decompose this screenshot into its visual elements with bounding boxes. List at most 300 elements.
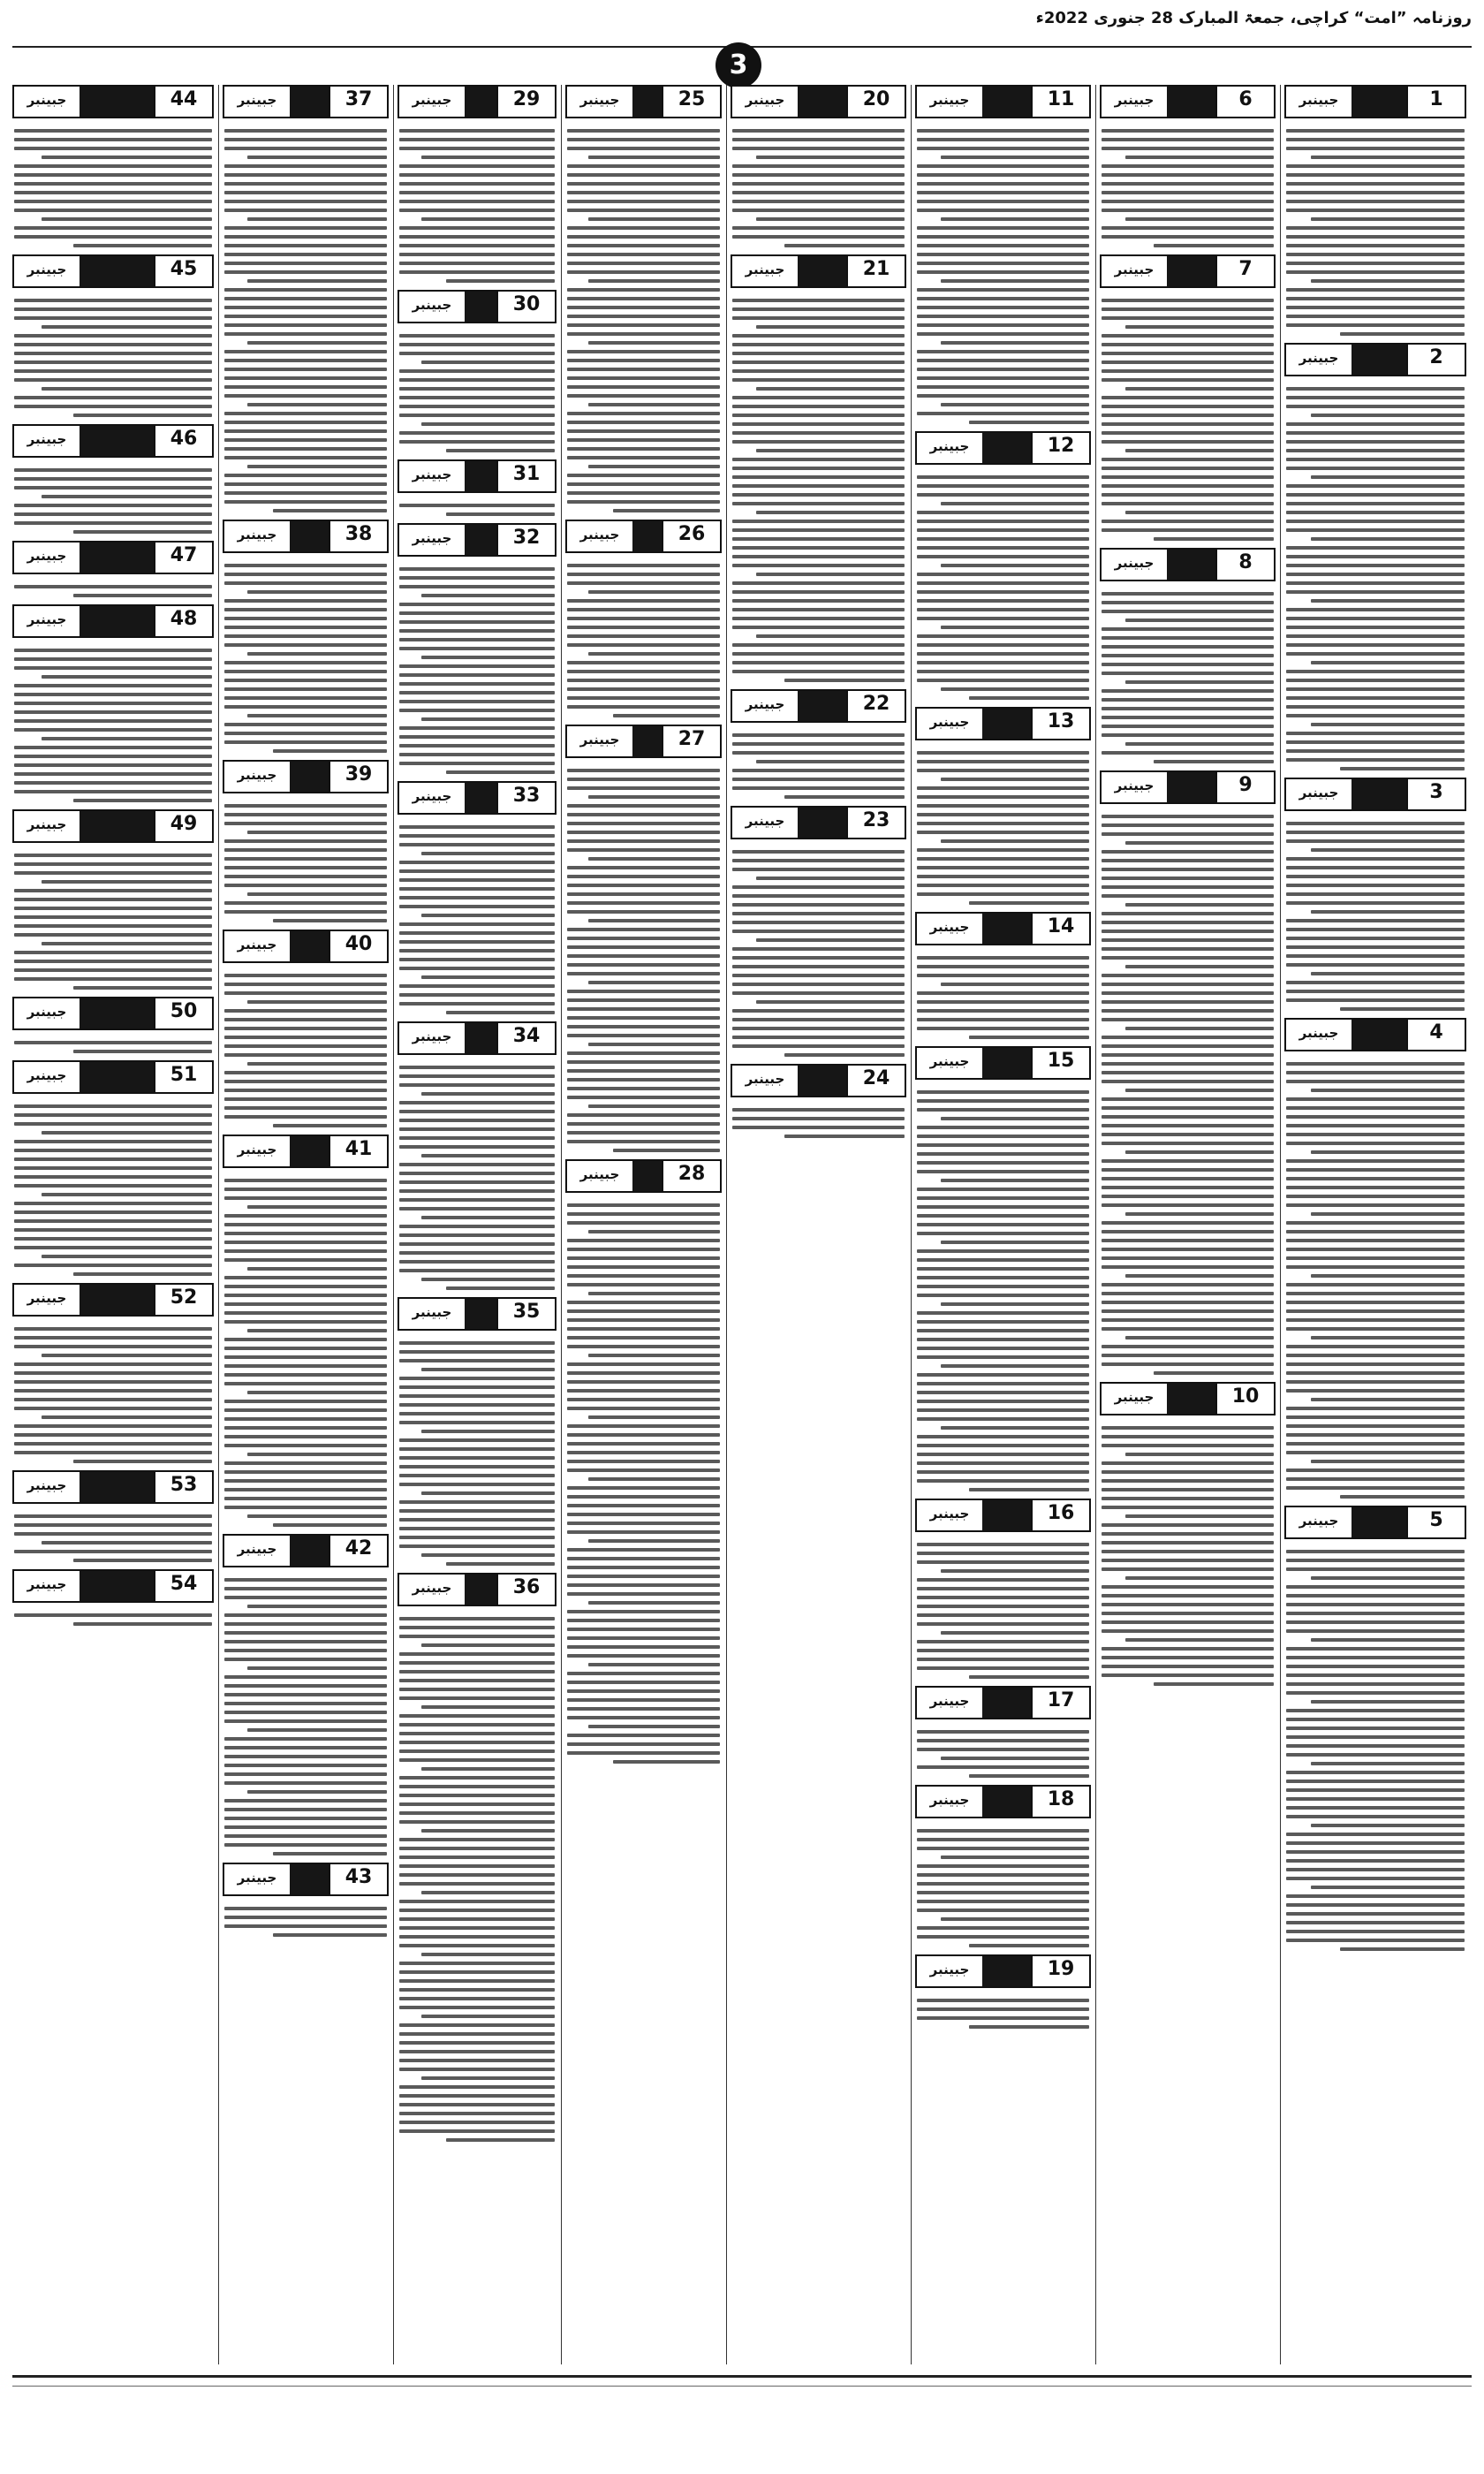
text-line — [14, 1041, 212, 1044]
ad-header-bar — [80, 1285, 154, 1315]
text-line — [917, 1829, 1089, 1833]
text-line — [567, 990, 720, 993]
text-line — [399, 1527, 555, 1530]
text-line — [14, 405, 212, 408]
ad-number: 23 — [846, 808, 905, 838]
text-line — [1102, 947, 1274, 951]
text-line — [224, 1924, 387, 1928]
text-line — [1102, 1186, 1274, 1189]
text-line — [1286, 200, 1465, 203]
text-line — [917, 235, 1089, 239]
text-line — [399, 431, 555, 435]
text-line — [917, 1126, 1089, 1129]
text-line — [224, 1470, 387, 1474]
text-line — [1102, 1318, 1274, 1322]
text-line — [917, 1864, 1089, 1868]
text-line — [567, 1689, 720, 1693]
text-line — [1311, 1460, 1465, 1463]
text-line — [224, 1808, 387, 1811]
text-line — [273, 1124, 387, 1127]
text-line — [1286, 564, 1465, 567]
text-line — [917, 546, 1089, 550]
text-line — [1311, 723, 1465, 726]
ad-header — [565, 85, 722, 118]
text-line — [969, 1944, 1090, 1947]
text-line — [14, 977, 212, 981]
text-line — [941, 1569, 1089, 1573]
classified-ad — [12, 1470, 214, 1562]
text-line — [421, 1154, 555, 1157]
ad-number: 45 — [154, 256, 212, 286]
classified-ad — [398, 85, 556, 283]
text-line — [917, 253, 1089, 256]
text-line — [399, 762, 555, 765]
ad-number: 39 — [329, 762, 387, 792]
ad-body-text — [398, 323, 556, 452]
text-line — [14, 147, 212, 150]
ad-header — [398, 290, 556, 323]
text-line — [567, 323, 720, 327]
text-line — [917, 617, 1089, 620]
text-line — [1102, 1062, 1274, 1066]
text-line — [14, 1371, 212, 1375]
text-line — [1102, 1497, 1274, 1500]
ad-label: جبینبر — [1102, 772, 1167, 802]
ad-header-bar — [80, 256, 154, 286]
text-line — [732, 590, 905, 594]
text-line — [1102, 733, 1274, 737]
text-line — [732, 903, 905, 907]
text-line — [1102, 1612, 1274, 1615]
text-line — [399, 922, 555, 926]
ad-label: جبینبر — [399, 87, 465, 117]
text-line — [1102, 689, 1274, 693]
text-line — [1102, 1506, 1274, 1509]
text-line — [224, 262, 387, 265]
text-line — [399, 620, 555, 624]
text-line — [567, 1078, 720, 1081]
text-line — [1102, 422, 1274, 426]
text-line — [224, 696, 387, 700]
classified-ad — [1100, 548, 1276, 763]
text-line — [732, 502, 905, 505]
text-line — [224, 1196, 387, 1200]
text-line — [1102, 1541, 1274, 1544]
text-line — [14, 1380, 212, 1384]
text-line — [1286, 502, 1465, 505]
text-line — [732, 173, 905, 177]
text-line — [224, 1347, 387, 1350]
text-line — [1311, 1398, 1465, 1401]
ad-label: جبینبر — [14, 87, 80, 117]
text-line — [421, 360, 555, 364]
text-line — [756, 511, 905, 514]
text-line — [224, 910, 387, 914]
text-line — [917, 643, 1089, 647]
text-line — [1286, 1133, 1465, 1136]
text-line — [1286, 1691, 1465, 1695]
text-line — [567, 928, 720, 931]
text-line — [917, 323, 1089, 327]
text-line — [917, 1400, 1089, 1403]
text-line — [1102, 226, 1274, 230]
text-line — [917, 857, 1089, 861]
ad-header — [565, 1159, 722, 1193]
text-line — [917, 769, 1089, 772]
text-line — [1286, 937, 1465, 940]
ad-number: 44 — [154, 87, 212, 117]
text-line — [917, 262, 1089, 265]
ad-number: 26 — [662, 521, 720, 551]
text-line — [917, 1873, 1089, 1877]
text-line — [446, 512, 555, 516]
ad-number: 43 — [329, 1864, 387, 1894]
text-line — [224, 1843, 387, 1847]
text-line — [969, 696, 1090, 700]
ad-number: 6 — [1215, 87, 1274, 117]
text-line — [1286, 1594, 1465, 1597]
text-line — [399, 244, 555, 247]
text-line — [1286, 714, 1465, 717]
text-line — [1102, 1594, 1274, 1597]
text-line — [1102, 378, 1274, 382]
text-line — [224, 270, 387, 274]
text-line — [224, 147, 387, 150]
text-line — [917, 1294, 1089, 1297]
text-line — [1102, 716, 1274, 719]
text-line — [224, 1009, 387, 1013]
ad-number: 49 — [154, 811, 212, 841]
text-line — [14, 790, 212, 793]
text-line — [1286, 696, 1465, 700]
text-line — [1286, 1124, 1465, 1127]
text-line — [421, 1216, 555, 1219]
text-line — [399, 726, 555, 730]
text-line — [224, 1302, 387, 1306]
ad-label: جبینبر — [1102, 550, 1167, 580]
ad-body-text — [1284, 1051, 1466, 1499]
text-line — [446, 2138, 555, 2142]
text-line — [1102, 1000, 1274, 1004]
text-line — [1125, 1514, 1274, 1518]
text-line — [399, 1873, 555, 1877]
ad-number: 12 — [1031, 433, 1089, 463]
text-line — [224, 385, 387, 389]
text-line — [42, 1193, 212, 1196]
text-line — [917, 270, 1089, 274]
text-line — [421, 1705, 555, 1709]
text-line — [917, 147, 1089, 150]
text-line — [941, 626, 1089, 629]
text-line — [1125, 1336, 1274, 1339]
text-line — [224, 1179, 387, 1182]
text-line — [567, 1681, 720, 1684]
text-line — [399, 691, 555, 694]
text-line — [399, 1856, 555, 1859]
text-line — [1286, 191, 1465, 194]
text-line — [756, 877, 905, 880]
column-6 — [398, 85, 556, 2364]
text-line — [446, 1286, 555, 1290]
text-line — [917, 376, 1089, 380]
text-line — [917, 670, 1089, 673]
text-line — [588, 1354, 720, 1357]
text-line — [14, 951, 212, 954]
text-line — [1286, 1380, 1465, 1384]
ad-number: 9 — [1215, 772, 1274, 802]
text-line — [732, 191, 905, 194]
text-line — [42, 1255, 212, 1258]
text-line — [1102, 1133, 1274, 1136]
text-line — [399, 2023, 555, 2027]
ad-header — [1100, 548, 1276, 581]
newspaper-header: روزنامہ ”امت“ کراچی، جمعۃ المبارک 28 جنوری 2022ء — [1035, 9, 1472, 27]
text-line — [1286, 1354, 1465, 1357]
text-line — [1102, 352, 1274, 355]
text-line — [941, 687, 1089, 691]
text-line — [224, 1684, 387, 1688]
text-line — [1125, 1150, 1274, 1154]
ad-header-bar — [798, 87, 846, 117]
text-line — [732, 991, 905, 995]
text-line — [732, 555, 905, 558]
text-line — [917, 751, 1089, 755]
text-line — [756, 325, 905, 329]
ad-body-text — [1284, 1539, 1466, 1951]
text-line — [1340, 332, 1465, 336]
text-line — [1102, 877, 1274, 880]
text-line — [567, 1389, 720, 1393]
text-line — [1286, 1221, 1465, 1225]
text-line — [732, 334, 905, 338]
text-line — [732, 422, 905, 426]
text-line — [399, 1802, 555, 1806]
text-line — [1102, 164, 1274, 168]
classified-ad — [731, 689, 906, 799]
text-line — [917, 129, 1089, 133]
text-line — [567, 1007, 720, 1011]
text-line — [399, 682, 555, 686]
text-line — [399, 887, 555, 891]
text-line — [567, 696, 720, 700]
text-line — [917, 965, 1089, 968]
classified-ad — [731, 1064, 906, 1138]
text-line — [14, 763, 212, 767]
text-line — [1286, 1780, 1465, 1783]
text-line — [1125, 387, 1274, 391]
text-line — [73, 530, 212, 534]
text-line — [399, 825, 555, 829]
text-line — [1286, 1833, 1465, 1836]
text-line — [247, 403, 387, 406]
text-line — [732, 414, 905, 417]
text-line — [1102, 698, 1274, 702]
text-line — [224, 1071, 387, 1074]
ad-body-text — [731, 118, 906, 247]
text-line — [73, 244, 212, 247]
ad-number: 21 — [846, 256, 905, 286]
text-line — [917, 1453, 1089, 1456]
text-line — [732, 626, 905, 629]
text-line — [1311, 537, 1465, 541]
ad-header — [1100, 254, 1276, 288]
ad-number: 27 — [662, 726, 720, 756]
text-line — [917, 866, 1089, 869]
ad-number: 54 — [154, 1571, 212, 1601]
text-line — [224, 315, 387, 318]
text-line — [917, 1258, 1089, 1262]
text-line — [224, 359, 387, 362]
text-line — [1102, 1115, 1274, 1119]
text-line — [224, 1587, 387, 1590]
text-line — [567, 1362, 720, 1366]
text-line — [399, 1110, 555, 1113]
text-line — [917, 1311, 1089, 1315]
ad-header — [1284, 343, 1466, 376]
text-line — [1286, 493, 1465, 497]
text-line — [14, 352, 212, 355]
text-line — [1102, 1283, 1274, 1286]
text-line — [1102, 636, 1274, 640]
text-line — [1286, 1656, 1465, 1659]
text-line — [1102, 528, 1274, 532]
ad-body-text — [12, 1030, 214, 1053]
text-line — [42, 675, 212, 679]
ad-number: 3 — [1406, 779, 1465, 809]
text-line — [567, 368, 720, 371]
text-line — [917, 537, 1089, 541]
text-line — [1286, 235, 1465, 239]
text-line — [588, 590, 720, 594]
text-line — [567, 813, 720, 816]
text-line — [224, 421, 387, 424]
text-line — [917, 1000, 1089, 1004]
text-line — [421, 656, 555, 659]
text-line — [567, 679, 720, 682]
text-line — [567, 1087, 720, 1090]
text-line — [567, 1069, 720, 1073]
text-line — [1154, 1682, 1275, 1686]
text-line — [14, 933, 212, 937]
text-line — [399, 1145, 555, 1149]
text-line — [14, 486, 212, 489]
text-line — [247, 652, 387, 656]
text-line — [917, 1748, 1089, 1751]
classified-ad — [915, 85, 1091, 424]
text-line — [917, 1391, 1089, 1394]
text-line — [399, 1119, 555, 1122]
ad-number: 48 — [154, 606, 212, 636]
text-line — [1125, 1274, 1274, 1278]
ad-body-text — [398, 815, 556, 1014]
text-line — [917, 786, 1089, 790]
text-line — [224, 164, 387, 168]
text-line — [567, 350, 720, 353]
ad-number: 17 — [1031, 1688, 1089, 1718]
text-line — [399, 387, 555, 391]
text-line — [567, 1016, 720, 1020]
text-line — [224, 1311, 387, 1315]
text-line — [941, 1426, 1089, 1430]
text-line — [917, 1090, 1089, 1094]
classified-ad — [565, 1159, 722, 1764]
ad-label: جبینبر — [14, 1062, 80, 1092]
text-line — [1286, 590, 1465, 594]
text-line — [917, 1223, 1089, 1226]
text-line — [1286, 520, 1465, 523]
text-line — [247, 217, 387, 221]
text-line — [224, 323, 387, 327]
text-line — [567, 394, 720, 398]
text-line — [917, 813, 1089, 816]
text-line — [567, 643, 720, 647]
text-line — [1286, 1585, 1465, 1589]
text-line — [1125, 742, 1274, 746]
text-line — [14, 755, 212, 758]
text-line — [1102, 1177, 1274, 1180]
text-line — [224, 500, 387, 504]
text-line — [567, 456, 720, 459]
text-line — [399, 1500, 555, 1504]
text-line — [567, 1122, 720, 1126]
text-line — [224, 1115, 387, 1119]
text-line — [567, 1060, 720, 1064]
ad-label: جبینبر — [399, 1575, 465, 1605]
text-line — [399, 2068, 555, 2071]
text-line — [1286, 546, 1465, 550]
column-2 — [1100, 85, 1276, 2364]
text-line — [224, 1435, 387, 1438]
ad-body-text — [398, 1606, 556, 2142]
text-line — [1286, 164, 1465, 168]
text-line — [732, 670, 905, 673]
ad-header — [398, 459, 556, 493]
column-divider — [393, 85, 394, 2364]
text-line — [917, 661, 1089, 664]
text-line — [917, 191, 1089, 194]
text-line — [224, 173, 387, 177]
text-line — [917, 182, 1089, 186]
ad-header — [915, 85, 1091, 118]
ad-body-text — [398, 1331, 556, 1566]
text-line — [732, 209, 905, 212]
text-line — [1286, 1301, 1465, 1304]
text-line — [732, 983, 905, 986]
text-line — [567, 332, 720, 336]
text-line — [224, 1053, 387, 1057]
ad-number: 11 — [1031, 87, 1089, 117]
text-line — [567, 670, 720, 673]
ad-header-bar — [1352, 87, 1406, 117]
text-line — [917, 634, 1089, 638]
text-line — [732, 1027, 905, 1030]
text-line — [1102, 1309, 1274, 1313]
text-line — [732, 930, 905, 933]
text-line — [224, 1373, 387, 1377]
text-line — [224, 1426, 387, 1430]
ad-header — [12, 1283, 214, 1317]
text-line — [1286, 1389, 1465, 1393]
text-line — [14, 924, 212, 928]
text-line — [399, 1935, 555, 1939]
text-line — [613, 509, 720, 512]
text-line — [224, 661, 387, 664]
text-line — [14, 334, 212, 338]
text-line — [1286, 1345, 1465, 1348]
column-divider — [1280, 85, 1281, 2364]
text-line — [917, 173, 1089, 177]
text-line — [917, 1739, 1089, 1742]
